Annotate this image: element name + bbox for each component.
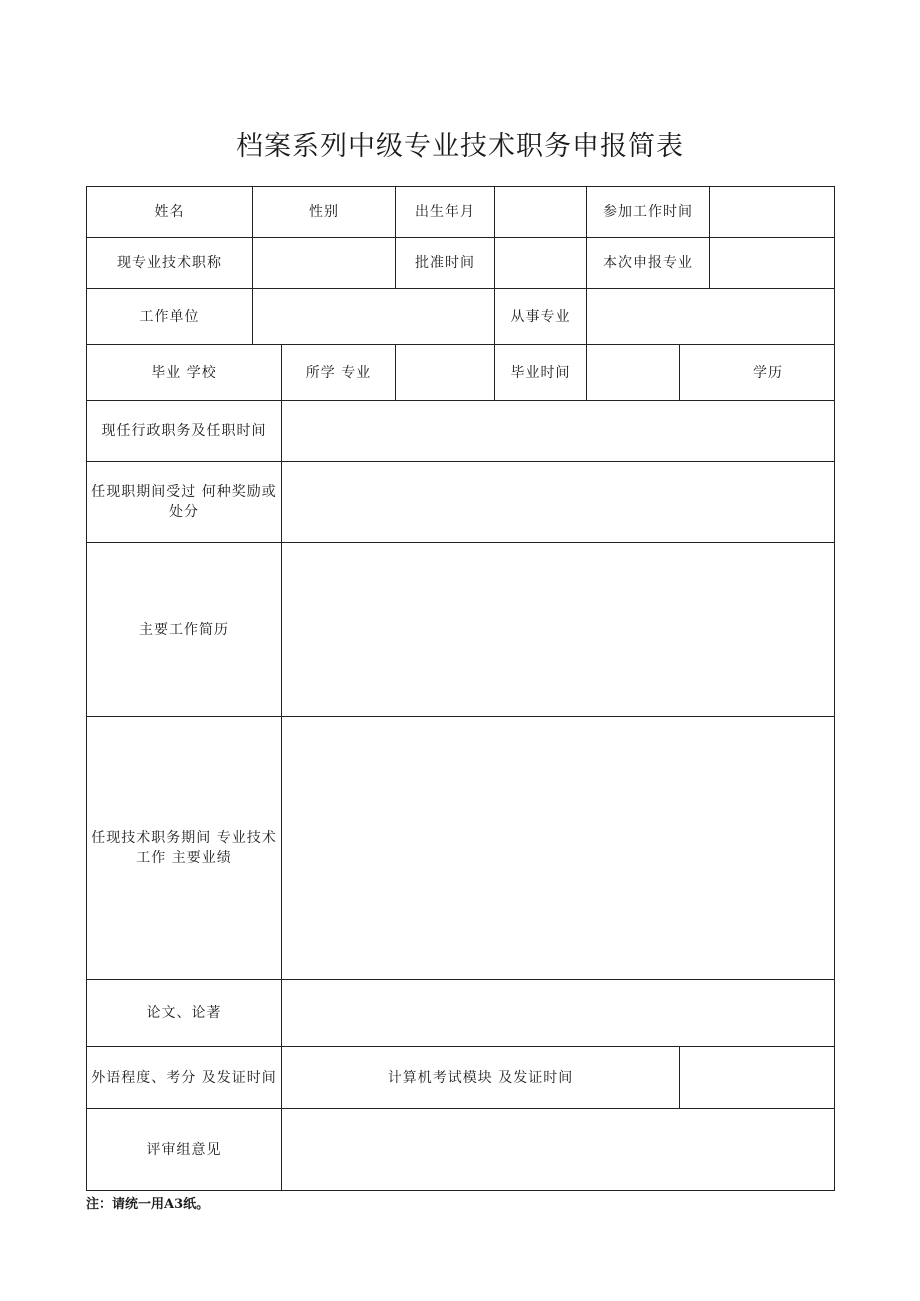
label-achievements: 任现技术职务期间 专业技术工作 主要业绩 xyxy=(87,717,282,980)
row-language-computer xyxy=(87,1047,835,1109)
label-approval-time: 批准时间 xyxy=(396,238,495,289)
field-approval-time[interactable] xyxy=(495,238,587,289)
row-achievements xyxy=(87,717,835,980)
field-work-start[interactable] xyxy=(710,187,835,238)
label-work-unit: 工作单位 xyxy=(87,289,253,345)
row-papers xyxy=(87,980,835,1047)
label-school: 毕业 学校 xyxy=(87,345,282,401)
field-papers[interactable] xyxy=(282,980,835,1047)
field-review[interactable] xyxy=(282,1109,835,1191)
field-computer[interactable] xyxy=(680,1047,835,1109)
application-form-table xyxy=(86,186,835,1191)
label-resume: 主要工作简历 xyxy=(87,543,282,717)
field-admin-post[interactable] xyxy=(282,401,835,462)
row-review xyxy=(87,1109,835,1191)
label-computer: 计算机考试模块 及发证时间 xyxy=(282,1047,680,1109)
field-awards[interactable] xyxy=(282,462,835,543)
label-engaged-major: 从事专业 xyxy=(495,289,587,345)
label-work-start: 参加工作时间 xyxy=(587,187,710,238)
label-current-title: 现专业技术职称 xyxy=(87,238,253,289)
row-education xyxy=(87,345,835,401)
footnote: 注：请统一用A3纸。 xyxy=(86,1197,210,1212)
label-admin-post: 现任行政职务及任职时间 xyxy=(87,401,282,462)
label-name: 姓名 xyxy=(87,187,253,238)
label-gender: 性别 xyxy=(253,187,396,238)
field-apply-major[interactable] xyxy=(710,238,835,289)
label-birth: 出生年月 xyxy=(396,187,495,238)
row-resume xyxy=(87,543,835,717)
field-grad-time[interactable] xyxy=(587,345,680,401)
field-birth[interactable] xyxy=(495,187,587,238)
row-work-unit xyxy=(87,289,835,345)
label-studied-major: 所学 专业 xyxy=(282,345,396,401)
label-apply-major: 本次申报专业 xyxy=(587,238,710,289)
field-engaged-major[interactable] xyxy=(587,289,835,345)
field-work-unit[interactable] xyxy=(253,289,495,345)
field-achievements[interactable] xyxy=(282,717,835,980)
label-language: 外语程度、考分 及发证时间 xyxy=(87,1047,282,1109)
label-awards: 任现职期间受过 何种奖励或处分 xyxy=(87,462,282,543)
field-current-title[interactable] xyxy=(253,238,396,289)
label-review: 评审组意见 xyxy=(87,1109,282,1191)
form-title: 档案系列中级专业技术职务申报简表 xyxy=(236,131,684,162)
row-awards xyxy=(87,462,835,543)
field-studied-major[interactable] xyxy=(396,345,495,401)
row-admin-post xyxy=(87,401,835,462)
label-education: 学历 xyxy=(680,345,835,401)
label-grad-time: 毕业时间 xyxy=(495,345,587,401)
field-resume[interactable] xyxy=(282,543,835,717)
label-papers: 论文、论著 xyxy=(87,980,282,1047)
row-basic-info xyxy=(87,187,835,238)
row-title-info xyxy=(87,238,835,289)
